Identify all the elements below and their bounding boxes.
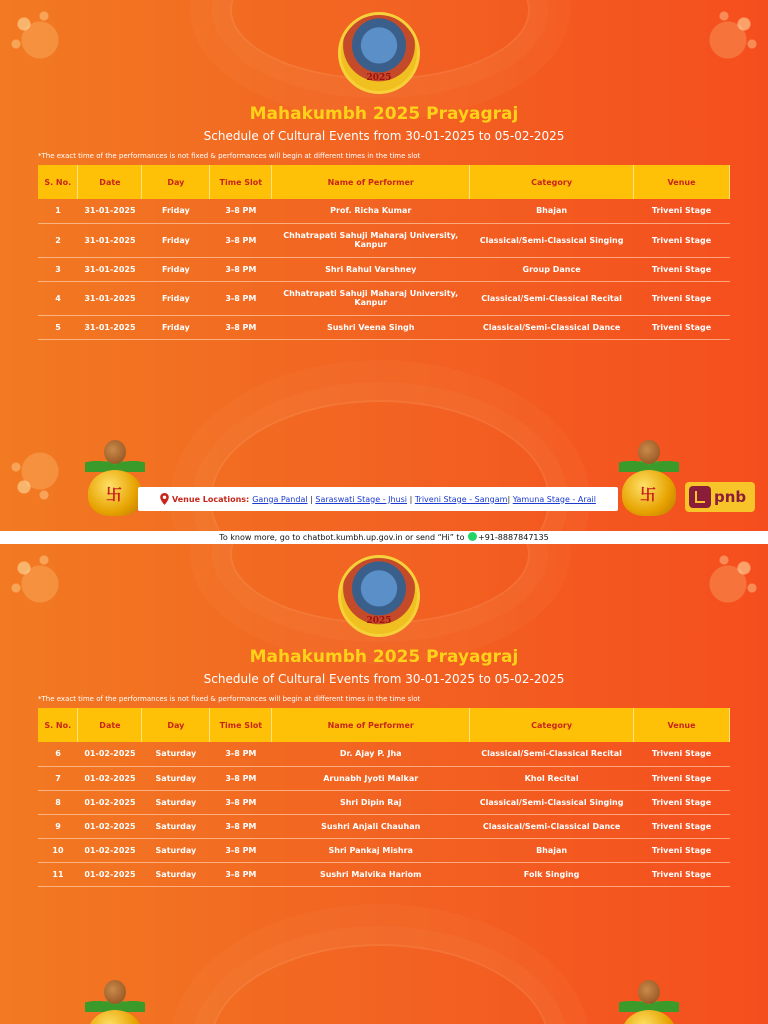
cell-category: Classical/Semi-Classical Singing bbox=[470, 790, 634, 814]
venue-link-yamuna-stage[interactable]: Yamuna Stage - Arail bbox=[512, 494, 596, 504]
schedule-table bbox=[38, 165, 730, 340]
cell-date: 31-01-2025 bbox=[78, 257, 142, 281]
cell-day: Friday bbox=[142, 315, 210, 339]
table-row bbox=[38, 223, 730, 257]
page-title: Mahakumbh 2025 Prayagraj bbox=[249, 104, 519, 124]
venue-link-ganga-pandal[interactable]: Ganga Pandal bbox=[252, 494, 308, 504]
table-row bbox=[38, 281, 730, 315]
cell-day: Saturday bbox=[142, 790, 210, 814]
venue-locations-bar bbox=[138, 487, 618, 511]
mahakumbh-logo bbox=[338, 555, 420, 637]
cell-category: Classical/Semi-Classical Singing bbox=[470, 223, 634, 257]
venue-locations-label: Venue Locations: bbox=[172, 494, 250, 504]
cell-date: 01-02-2025 bbox=[78, 790, 142, 814]
cell-venue: Triveni Stage bbox=[634, 281, 730, 315]
kalash-right-icon: 卐 bbox=[614, 440, 684, 520]
cell-venue: Triveni Stage bbox=[634, 790, 730, 814]
cell-performer: Sushri Malvika Hariom bbox=[272, 862, 470, 886]
cell-performer: Dr. Ajay P. Jha bbox=[272, 742, 470, 766]
header-time-slot: Time Slot bbox=[210, 165, 272, 199]
schedule-table bbox=[38, 708, 730, 887]
logo-year: 2025 bbox=[366, 616, 392, 626]
kalash-right-icon bbox=[614, 980, 684, 1024]
cell-performer: Arunabh Jyoti Malkar bbox=[272, 766, 470, 790]
cell-performer: Shri Dipin Raj bbox=[272, 790, 470, 814]
cell-day: Saturday bbox=[142, 742, 210, 766]
cell-venue: Triveni Stage bbox=[634, 838, 730, 862]
cell-performer: Chhatrapati Sahuji Maharaj University, Kanpur bbox=[272, 223, 470, 257]
kalash-left-icon: 卐 bbox=[80, 440, 150, 520]
table-row bbox=[38, 742, 730, 766]
pnb-logo-text: pnb bbox=[714, 488, 747, 506]
cell-sno: 7 bbox=[38, 766, 78, 790]
cell-venue: Triveni Stage bbox=[634, 862, 730, 886]
corner-ornament-icon bbox=[688, 0, 768, 80]
header-venue: Venue bbox=[634, 165, 730, 199]
cell-slot: 3-8 PM bbox=[210, 838, 272, 862]
cell-date: 31-01-2025 bbox=[78, 315, 142, 339]
cell-category: Classical/Semi-Classical Dance bbox=[470, 814, 634, 838]
mandala-decoration bbox=[210, 944, 550, 1024]
cell-performer: Prof. Richa Kumar bbox=[272, 199, 470, 223]
kalash-left-icon bbox=[80, 980, 150, 1024]
corner-ornament-icon bbox=[0, 431, 80, 511]
cell-date: 31-01-2025 bbox=[78, 199, 142, 223]
table-header-row bbox=[38, 165, 730, 199]
footer-strip bbox=[0, 531, 768, 544]
header-category: Category bbox=[470, 165, 634, 199]
timing-note: *The exact time of the performances is not fixed & performances will begin at different times in the time slot bbox=[38, 152, 421, 160]
mandala-decoration bbox=[210, 400, 550, 531]
cell-day: Saturday bbox=[142, 862, 210, 886]
header-sno: S. No. bbox=[38, 165, 78, 199]
cell-venue: Triveni Stage bbox=[634, 199, 730, 223]
cell-performer: Chhatrapati Sahuji Maharaj University, Kanpur bbox=[272, 281, 470, 315]
header-venue: Venue bbox=[634, 708, 730, 742]
header-date: Date bbox=[78, 708, 142, 742]
cell-day: Friday bbox=[142, 199, 210, 223]
cell-category: Classical/Semi-Classical Recital bbox=[470, 742, 634, 766]
table-row bbox=[38, 838, 730, 862]
cell-slot: 3-8 PM bbox=[210, 257, 272, 281]
header-sno: S. No. bbox=[38, 708, 78, 742]
cell-category: Classical/Semi-Classical Dance bbox=[470, 315, 634, 339]
schedule-page-2 bbox=[0, 544, 768, 1024]
table-row bbox=[38, 862, 730, 886]
cell-category: Classical/Semi-Classical Recital bbox=[470, 281, 634, 315]
cell-sno: 11 bbox=[38, 862, 78, 886]
venue-separator: | bbox=[407, 494, 415, 504]
corner-ornament-icon bbox=[0, 0, 80, 80]
header-performer: Name of Performer bbox=[272, 165, 470, 199]
venue-link-triveni-stage[interactable]: Triveni Stage - Sangam bbox=[414, 494, 508, 504]
cell-sno: 8 bbox=[38, 790, 78, 814]
cell-venue: Triveni Stage bbox=[634, 223, 730, 257]
cell-sno: 2 bbox=[38, 223, 78, 257]
table-row bbox=[38, 766, 730, 790]
header-category: Category bbox=[470, 708, 634, 742]
cell-category: Khol Recital bbox=[470, 766, 634, 790]
cell-performer: Shri Pankaj Mishra bbox=[272, 838, 470, 862]
cell-day: Saturday bbox=[142, 838, 210, 862]
footer-text: To know more, go to chatbot.kumbh.up.gov.in or send “Hi” to bbox=[219, 533, 465, 542]
cell-slot: 3-8 PM bbox=[210, 790, 272, 814]
cell-performer: Shri Rahul Varshney bbox=[272, 257, 470, 281]
page-subtitle: Schedule of Cultural Events from 30-01-2025 to 05-02-2025 bbox=[203, 129, 565, 143]
cell-slot: 3-8 PM bbox=[210, 281, 272, 315]
cell-performer: Sushri Veena Singh bbox=[272, 315, 470, 339]
table-row bbox=[38, 790, 730, 814]
cell-sno: 5 bbox=[38, 315, 78, 339]
cell-category: Bhajan bbox=[470, 838, 634, 862]
cell-slot: 3-8 PM bbox=[210, 766, 272, 790]
header-date: Date bbox=[78, 165, 142, 199]
cell-slot: 3-8 PM bbox=[210, 315, 272, 339]
whatsapp-icon bbox=[468, 532, 477, 541]
footer-phone[interactable]: +91-8887847135 bbox=[478, 533, 549, 542]
venue-separator: | bbox=[307, 494, 316, 504]
timing-note: *The exact time of the performances is not fixed & performances will begin at different times in the time slot bbox=[38, 695, 421, 703]
header-time-slot: Time Slot bbox=[210, 708, 272, 742]
cell-slot: 3-8 PM bbox=[210, 199, 272, 223]
page-subtitle: Schedule of Cultural Events from 30-01-2025 to 05-02-2025 bbox=[203, 672, 565, 686]
header-day: Day bbox=[142, 165, 210, 199]
pnb-logo bbox=[685, 482, 755, 512]
cell-slot: 3-8 PM bbox=[210, 223, 272, 257]
cell-venue: Triveni Stage bbox=[634, 742, 730, 766]
cell-day: Friday bbox=[142, 281, 210, 315]
location-pin-icon bbox=[160, 493, 169, 505]
table-header-row bbox=[38, 708, 730, 742]
venue-link-saraswati-stage[interactable]: Saraswati Stage - Jhusi bbox=[315, 494, 408, 504]
table-row bbox=[38, 315, 730, 339]
cell-sno: 6 bbox=[38, 742, 78, 766]
cell-date: 31-01-2025 bbox=[78, 223, 142, 257]
cell-day: Friday bbox=[142, 223, 210, 257]
table-row bbox=[38, 814, 730, 838]
logo-year: 2025 bbox=[366, 73, 392, 83]
cell-date: 01-02-2025 bbox=[78, 742, 142, 766]
cell-date: 01-02-2025 bbox=[78, 766, 142, 790]
cell-performer: Sushri Anjali Chauhan bbox=[272, 814, 470, 838]
cell-day: Saturday bbox=[142, 766, 210, 790]
cell-day: Saturday bbox=[142, 814, 210, 838]
table-row bbox=[38, 199, 730, 223]
cell-day: Friday bbox=[142, 257, 210, 281]
cell-sno: 3 bbox=[38, 257, 78, 281]
cell-venue: Triveni Stage bbox=[634, 814, 730, 838]
venue-separator: | bbox=[507, 494, 513, 504]
cell-slot: 3-8 PM bbox=[210, 742, 272, 766]
cell-sno: 1 bbox=[38, 199, 78, 223]
cell-category: Bhajan bbox=[470, 199, 634, 223]
cell-date: 01-02-2025 bbox=[78, 838, 142, 862]
cell-venue: Triveni Stage bbox=[634, 257, 730, 281]
corner-ornament-icon bbox=[0, 544, 80, 624]
cell-sno: 4 bbox=[38, 281, 78, 315]
page-title: Mahakumbh 2025 Prayagraj bbox=[249, 647, 519, 667]
cell-date: 31-01-2025 bbox=[78, 281, 142, 315]
table-row bbox=[38, 257, 730, 281]
header-day: Day bbox=[142, 708, 210, 742]
header-performer: Name of Performer bbox=[272, 708, 470, 742]
cell-category: Folk Singing bbox=[470, 862, 634, 886]
cell-slot: 3-8 PM bbox=[210, 814, 272, 838]
cell-slot: 3-8 PM bbox=[210, 862, 272, 886]
cell-category: Group Dance bbox=[470, 257, 634, 281]
cell-sno: 9 bbox=[38, 814, 78, 838]
mahakumbh-logo bbox=[338, 12, 420, 94]
cell-date: 01-02-2025 bbox=[78, 862, 142, 886]
cell-venue: Triveni Stage bbox=[634, 315, 730, 339]
corner-ornament-icon bbox=[688, 544, 768, 624]
cell-sno: 10 bbox=[38, 838, 78, 862]
cell-venue: Triveni Stage bbox=[634, 766, 730, 790]
cell-date: 01-02-2025 bbox=[78, 814, 142, 838]
pnb-mark-icon bbox=[689, 486, 711, 508]
